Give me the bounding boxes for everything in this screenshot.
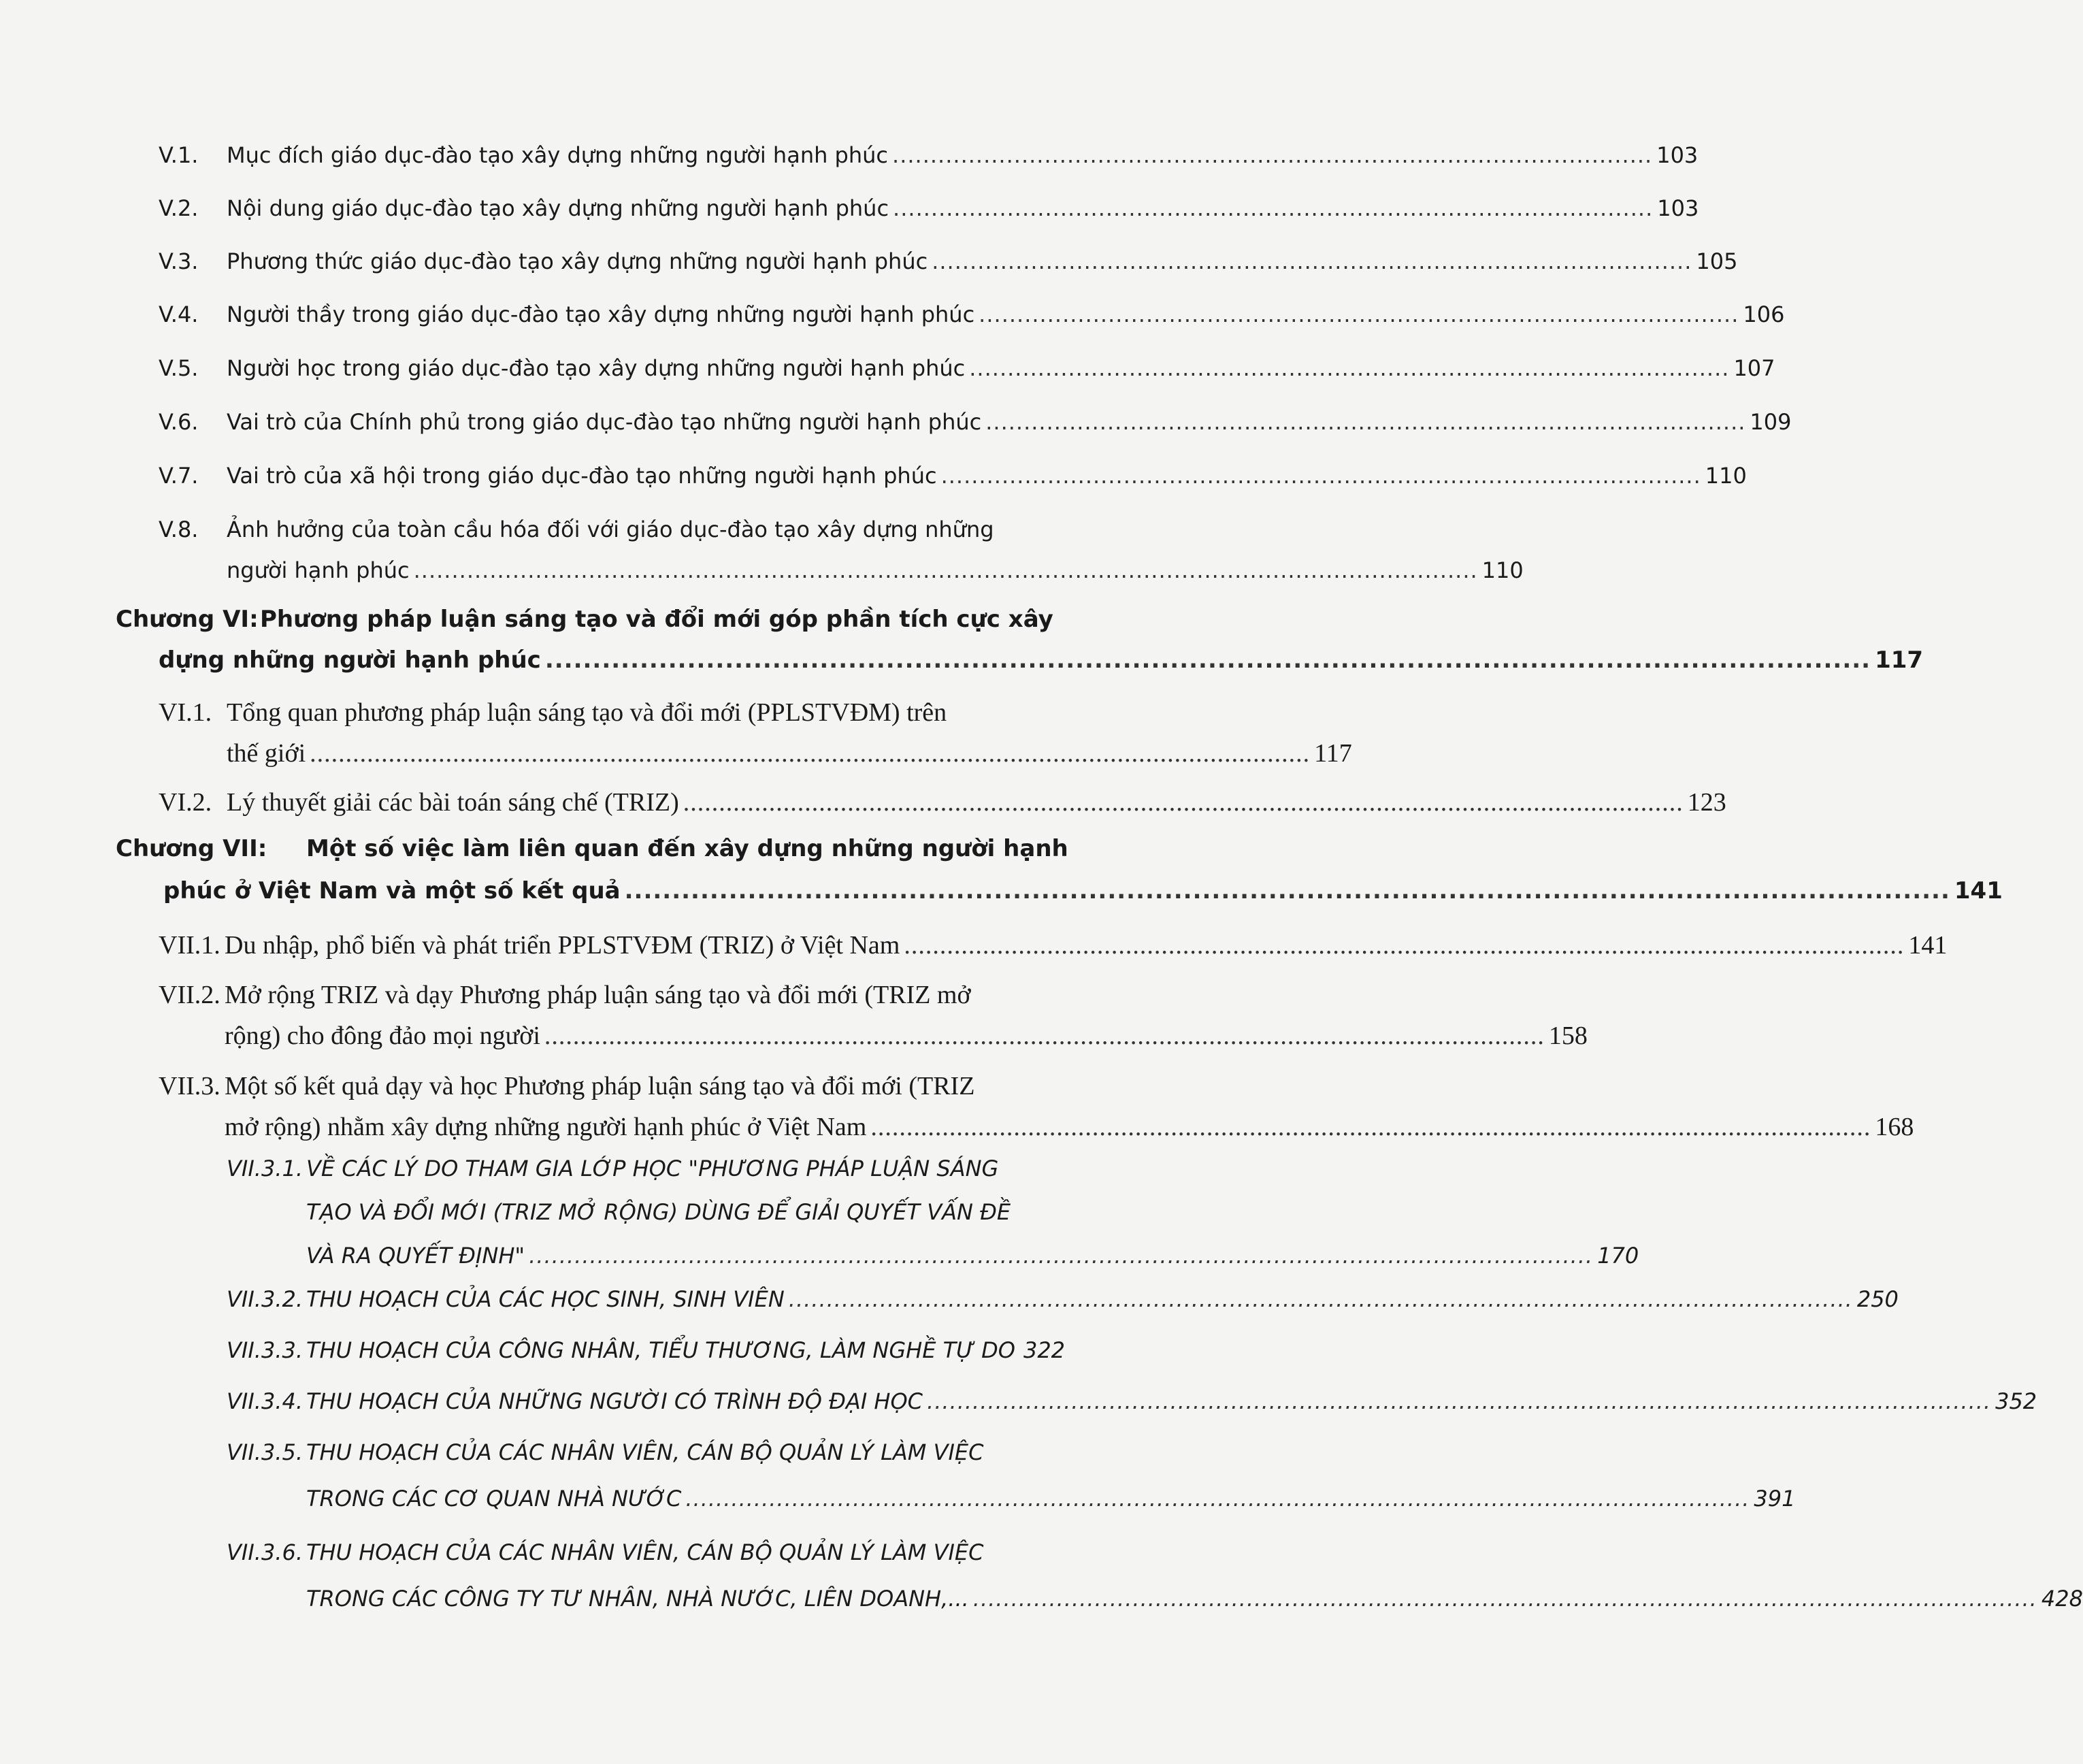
entry-number: VII.3.5. <box>227 1439 303 1465</box>
page-number: 103 <box>1657 195 1699 221</box>
entry-title-cont: mở rộng) nhằm xây dựng những người hạnh phúc ở Việt Nam <box>225 1113 867 1141</box>
entry-title: Du nhập, phổ biến và phát triển PPLSTVĐM (TRIZ) ở Việt Nam <box>225 931 900 960</box>
chapter-number: Chương VI: <box>116 606 259 633</box>
dot-leader: ............................................................................................................................................ <box>927 1388 1992 1414</box>
dot-leader: .................................................................................................... <box>893 195 1654 221</box>
page-number: 117 <box>1875 647 1924 674</box>
page-number: 107 <box>1733 355 1775 381</box>
entry-title-cont: rộng) cho đông đảo mọi người <box>225 1022 540 1050</box>
page-number: 352 <box>1995 1388 2037 1414</box>
page-number: 322 <box>1023 1337 1066 1363</box>
dot-leader: .................................................................................................... <box>979 301 1739 327</box>
entry-title-cont: TRONG CÁC CƠ QUAN NHÀ NƯỚC <box>306 1486 682 1512</box>
entry-title: THU HOẠCH CỦA CÁC NHÂN VIÊN, CÁN BỘ QUẢN LÝ LÀM VIỆC <box>306 1539 984 1565</box>
chapter-title: Một số việc làm liên quan đến xây dựng những người hạnh <box>306 835 1068 862</box>
dot-leader: .................................................................................................... <box>985 409 1746 435</box>
chapter-title: Phương pháp luận sáng tạo và đổi mới góp phần tích cực xây <box>260 606 1053 633</box>
page-number: 428 <box>2041 1586 2083 1612</box>
entry-number: V.7. <box>159 463 199 489</box>
dot-leader: .................................................................................................... <box>892 142 1653 168</box>
page-number: 110 <box>1705 463 1747 489</box>
entry-title: Phương thức giáo dục-đào tạo xây dựng những người hạnh phúc <box>227 248 928 274</box>
entry-title: THU HOẠCH CỦA CÁC HỌC SINH, SINH VIÊN <box>306 1286 785 1312</box>
dot-leader: ............................................................................................................................................ <box>683 788 1684 817</box>
entry-title: Mục đích giáo dục-đào tạo xây dựng những người hạnh phúc <box>227 142 889 168</box>
dot-leader: ............................................................................................................................................ <box>904 931 1905 960</box>
entry-number: VII.2. <box>159 981 220 1009</box>
page-number: 141 <box>1954 877 2003 904</box>
entry-number: VII.3.1. <box>227 1156 303 1181</box>
dot-leader: ............................................................................................................................................ <box>788 1286 1853 1312</box>
entry-title-cont: TẠO VÀ ĐỔI MỚI (TRIZ MỞ RỘNG) DÙNG ĐỂ GIẢI QUYẾT VẤN ĐỀ <box>306 1199 1011 1225</box>
entry-number: VII.3.4. <box>227 1388 303 1414</box>
entry-number: VI.2. <box>159 788 212 817</box>
entry-number: VI.1. <box>159 698 212 727</box>
entry-title-cont: thế giới <box>227 739 306 768</box>
page-number: 158 <box>1548 1022 1588 1050</box>
page-number: 123 <box>1687 788 1726 817</box>
entry-title: Mở rộng TRIZ và dạy Phương pháp luận sáng tạo và đổi mới (TRIZ mở <box>225 981 971 1009</box>
page-number: 105 <box>1696 248 1738 274</box>
dot-leader: ............................................................................................................................................ <box>685 1486 1750 1512</box>
page-number: 117 <box>1314 739 1352 768</box>
chapter-number: Chương VII: <box>116 835 267 862</box>
entry-title: Ảnh hưởng của toàn cầu hóa đối với giáo dục-đào tạo xây dựng những <box>227 517 994 542</box>
entry-title: Vai trò của Chính phủ trong giáo dục-đào tạo những người hạnh phúc <box>227 409 982 435</box>
entry-title: THU HOẠCH CỦA NHỮNG NGƯỜI CÓ TRÌNH ĐỘ ĐẠI HỌC <box>306 1388 923 1414</box>
entry-title: Tổng quan phương pháp luận sáng tạo và đổi mới (PPLSTVĐM) trên <box>227 698 947 727</box>
dot-leader: .................................................................................................... <box>932 248 1692 274</box>
entry-title-cont: người hạnh phúc <box>227 557 410 583</box>
entry-number: V.4. <box>159 301 199 327</box>
dot-leader: ............................................................................................................................................ <box>529 1243 1594 1269</box>
entry-number: V.3. <box>159 248 199 274</box>
entry-title-cont: TRONG CÁC CÔNG TY TƯ NHÂN, NHÀ NƯỚC, LIÊN DOANH,... <box>306 1586 969 1612</box>
entry-title: Nội dung giáo dục-đào tạo xây dựng những người hạnh phúc <box>227 195 889 221</box>
entry-number: V.1. <box>159 142 199 168</box>
entry-title: Người thầy trong giáo dục-đào tạo xây dựng những người hạnh phúc <box>227 301 975 327</box>
entry-number: VII.1. <box>159 931 220 960</box>
entry-number: V.2. <box>159 195 199 221</box>
dot-leader: ............................................................................................................................................ <box>544 1022 1545 1050</box>
page-number: 391 <box>1754 1486 1796 1512</box>
entry-number: V.5. <box>159 355 199 381</box>
page-number: 250 <box>1856 1286 1899 1312</box>
dot-leader: .................................................................................................... <box>969 355 1730 381</box>
entry-title: THU HOẠCH CỦA CÁC NHÂN VIÊN, CÁN BỘ QUẢN LÝ LÀM VIỆC <box>306 1439 984 1465</box>
entry-number: VII.3.2. <box>227 1286 303 1312</box>
entry-title: Người học trong giáo dục-đào tạo xây dựng những người hạnh phúc <box>227 355 966 381</box>
page-number: 109 <box>1750 409 1792 435</box>
entry-number: VII.3.6. <box>227 1539 303 1565</box>
entry-number: V.8. <box>159 517 199 542</box>
entry-title: VỀ CÁC LÝ DO THAM GIA LỚP HỌC "PHƯƠNG PHÁP LUẬN SÁNG <box>306 1156 999 1181</box>
entry-title: Vai trò của xã hội trong giáo dục-đào tạo những người hạnh phúc <box>227 463 937 489</box>
entry-number: VII.3.3. <box>227 1337 303 1363</box>
page-number: 110 <box>1481 557 1524 583</box>
page-number: 103 <box>1656 142 1699 168</box>
dot-leader: ............................................................................................................................................ <box>624 877 1950 904</box>
entry-number: V.6. <box>159 409 199 435</box>
dot-leader: ............................................................................................................................................ <box>544 647 1871 674</box>
entry-title: THU HOẠCH CỦA CÔNG NHÂN, TIỂU THƯƠNG, LÀM NGHỀ TỰ DO <box>306 1337 1015 1363</box>
page-number: 170 <box>1597 1243 1639 1269</box>
dot-leader: ............................................................................................................................................ <box>972 1586 2037 1612</box>
page-number: 106 <box>1743 301 1785 327</box>
chapter-title-cont: dựng những người hạnh phúc <box>159 647 541 674</box>
dot-leader: ............................................................................................................................................ <box>413 557 1478 583</box>
entry-title: Một số kết quả dạy và học Phương pháp luận sáng tạo và đổi mới (TRIZ <box>225 1072 975 1100</box>
page-number: 141 <box>1908 931 1948 960</box>
chapter-title-cont: phúc ở Việt Nam và một số kết quả <box>163 877 621 904</box>
entry-title-cont: VÀ RA QUYẾT ĐỊNH" <box>306 1243 525 1269</box>
entry-title: Lý thuyết giải các bài toán sáng chế (TRIZ) <box>227 788 679 817</box>
dot-leader: ............................................................................................................................................ <box>870 1113 1871 1141</box>
dot-leader: ............................................................................................................................................ <box>310 739 1311 768</box>
dot-leader: .................................................................................................... <box>940 463 1701 489</box>
page-number: 168 <box>1875 1113 1914 1141</box>
entry-number: VII.3. <box>159 1072 220 1100</box>
